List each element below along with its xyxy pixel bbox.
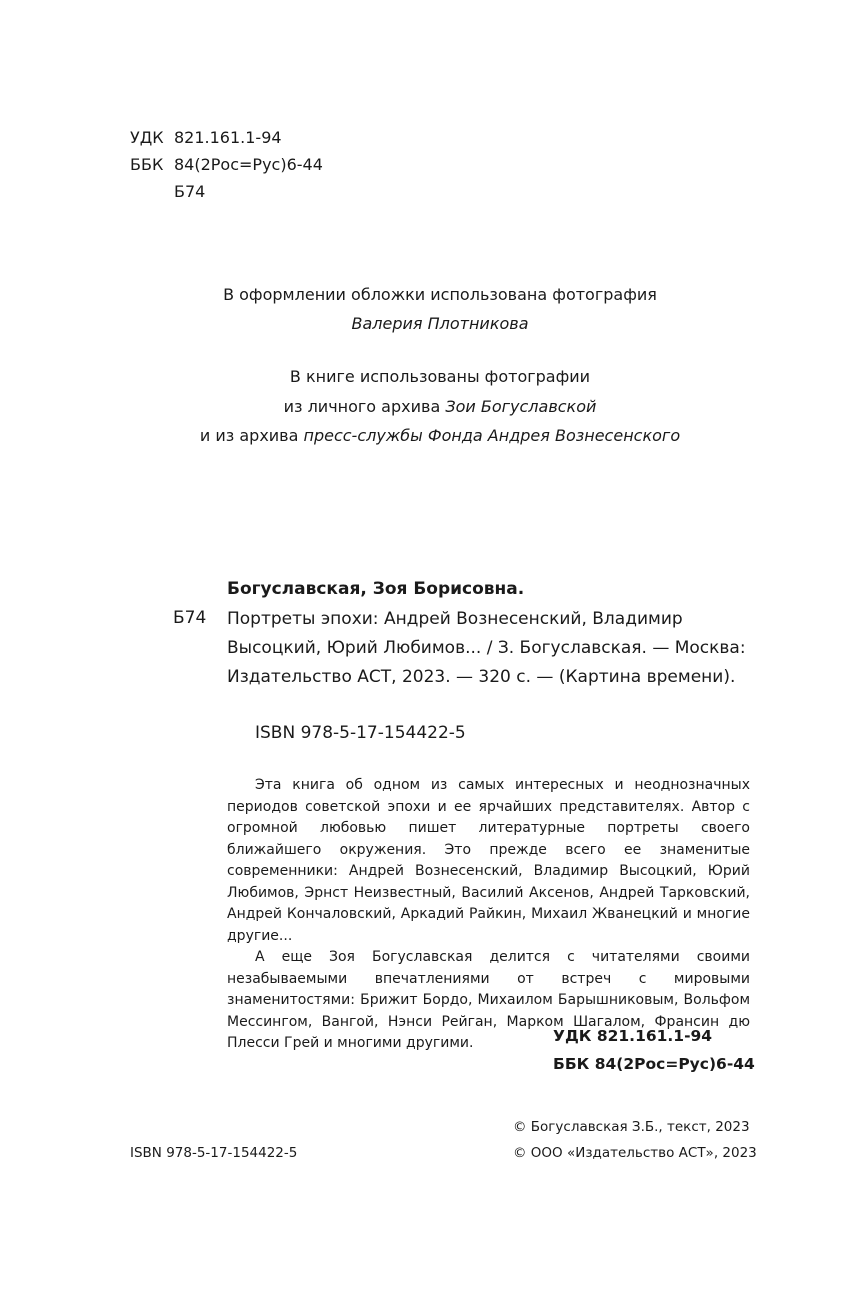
annotation-paragraph-2: А еще Зоя Богуславская делится с читателями своими незабываемыми впечатлениями от встреч с мировыми знаменитостями: Брижит Бордо, Михаилом Барышниковым, Вольфом Мессингом, Вангой, Нэнси Рейган, Марком Шагалом, Франсин дю Плесси Грей и многими другими. [227,949,750,1051]
cover-photo-credit: В оформлении обложки использована фотография [223,285,657,304]
annotation-paragraph-1: Эта книга об одном из самых интересных и неоднозначных периодов советской эпохи и ее ярчайших представителях. Автор с огромной любовью пишет литературные портреты своего ближайшего окружения. Это прежде всего ее знаменитые современники: Андрей Вознесенский, Владимир Высоцкий, Юрий Любимов, Эрнст Неизвестный, Василий Аксенов, Андрей Тарковский, Андрей Кончаловский, Аркадий Райкин, Михаил Жванецкий и многие другие... [227,777,750,944]
bbk-value: 84(2Рос=Рус)6-44 [174,155,323,174]
bbk-line [130,151,323,178]
udk-label: УДК [130,128,164,147]
photos-credit-line1: В книге использованы фотографии [289,367,591,386]
record-author: Богуславская, Зоя Борисовна. [227,579,525,599]
udk-line [130,124,323,151]
classification-udk: УДК 821.161.1-94 [553,1027,713,1045]
classification-bbk: ББК 84(2Рос=Рус)6-44 [553,1055,755,1073]
udk-value: 821.161.1-94 [174,128,282,147]
photos-credit-line2: из личного архива Зои Богуславской [283,397,597,416]
record-code: Б74 [173,608,207,628]
archive-owner: Зои Богуславской [445,397,597,416]
cover-photographer: Валерия Плотникова [351,314,529,333]
photos-credit-line3: и из архива пресс-службы Фонда Андрея Вознесенского [199,426,681,445]
annotation [227,775,750,1055]
record-isbn: ISBN 978-5-17-154422-5 [255,723,466,743]
author-mark-line [130,178,323,205]
bbk-label: ББК [130,155,164,174]
catalog-block [130,124,323,205]
author-mark: Б74 [174,182,206,201]
archive-source: пресс-службы Фонда Андрея Вознесенского [303,426,681,445]
record-bibliography: Портреты эпохи: Андрей Вознесенский, Владимир Высоцкий, Юрий Любимов... / З. Богуславская. — Москва: Издательство АСТ, 2023. — 320 с. — (Картина времени). [227,609,746,687]
copyright-author: © Богуславская З.Б., текст, 2023 [513,1119,750,1135]
copyright-publisher: © ООО «Издательство АСТ», 2023 [513,1145,757,1161]
footer-isbn: ISBN 978-5-17-154422-5 [130,1145,298,1161]
